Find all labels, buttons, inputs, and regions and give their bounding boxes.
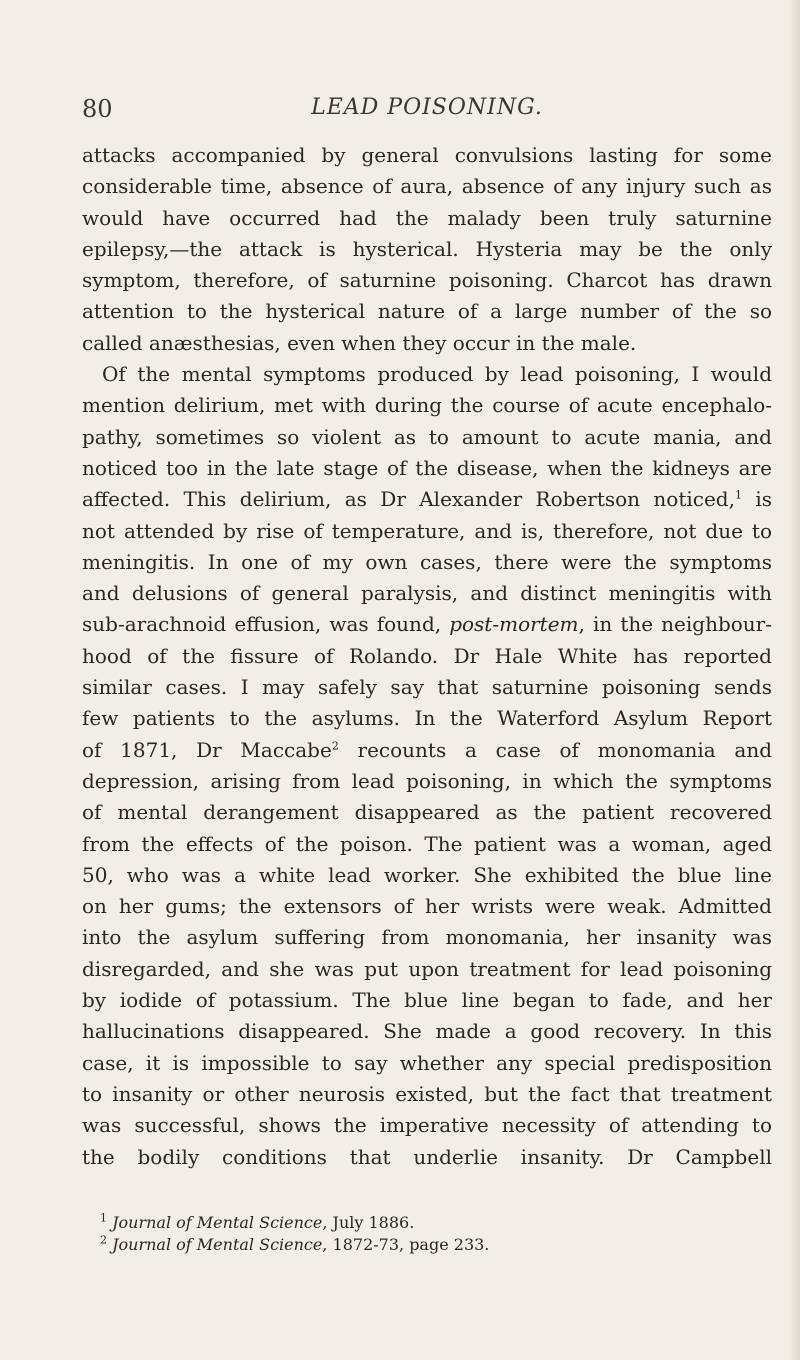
text-line: few patients to the asylums. In the Waterford Asylum Report: [82, 706, 772, 731]
text-line: [82, 484, 772, 515]
text-line: on her gums; the extensors of her wrists were weak. Admitted: [82, 894, 772, 919]
text-line: meningitis. In one of my own cases, there were the symptoms: [82, 549, 772, 574]
text-line: epilepsy,—the attack is hysterical. Hysteria may be the only: [82, 236, 772, 261]
text-line: and delusions of general paralysis, and distinct meningitis with: [82, 581, 772, 606]
text-line: attacks accompanied by general convulsions lasting for some: [82, 143, 772, 167]
footnote-mark: 2: [100, 1233, 107, 1247]
text-line: to insanity or other neurosis existed, but the fact that treatment: [82, 1081, 772, 1106]
paragraph-2: [82, 359, 772, 1173]
footnote-detail: , 1872-73, page 233.: [322, 1235, 490, 1254]
footnotes: [100, 1212, 760, 1256]
text-line: pathy, sometimes so violent as to amount to acute mania, and: [82, 424, 772, 449]
text-line: [82, 609, 772, 640]
paragraph-1: [82, 140, 772, 359]
italic-term: post-mortem: [449, 612, 579, 637]
text-line: depression, arising from lead poisoning, in which the symptoms: [82, 768, 772, 793]
footnote-journal-title: Journal of Mental Science: [112, 1235, 323, 1254]
page-number: 80: [82, 95, 113, 123]
text-line: symptom, therefore, of saturnine poisoning. Charcot has drawn: [82, 268, 772, 293]
footnote-2: [100, 1234, 760, 1256]
text-line: disregarded, and she was put upon treatment for lead poisoning: [82, 956, 772, 981]
text-line: [82, 735, 772, 766]
text-line: mention delirium, met with during the course of acute encephalo-: [82, 393, 772, 418]
text-line: considerable time, absence of aura, absence of any injury such as: [82, 174, 772, 199]
text-segment: , in the neighbour-: [578, 612, 772, 637]
text-line: case, it is impossible to say whether any special predisposition: [82, 1050, 772, 1075]
text-line: 50, who was a white lead worker. She exhibited the blue line: [82, 862, 772, 887]
text-line: hallucinations disappeared. She made a good recovery. In this: [82, 1019, 772, 1044]
text-line: was successful, shows the imperative necessity of attending to: [82, 1113, 772, 1138]
footnote-detail: , July 1886.: [322, 1213, 415, 1232]
text-line: not attended by rise of temperature, and is, therefore, not due to: [82, 518, 772, 543]
footnote-ref-2: 2: [331, 738, 339, 752]
page-edge-shadow: [788, 0, 800, 1360]
text-line: by iodide of potassium. The blue line began to fade, and her: [82, 988, 772, 1013]
text-line: Of the mental symptoms produced by lead poisoning, I would: [102, 362, 772, 387]
footnote-journal-title: Journal of Mental Science: [112, 1213, 323, 1232]
text-line: into the asylum suffering from monomania, her insanity was: [82, 925, 772, 950]
running-head: LEAD POISONING.: [311, 95, 543, 120]
text-line: hood of the fissure of Rolando. Dr Hale White has reported: [82, 643, 772, 668]
text-line: would have occurred had the malady been truly saturnine: [82, 205, 772, 230]
body-text: [82, 140, 772, 1173]
text-line: attention to the hysterical nature of a large number of the so: [82, 299, 772, 324]
text-line: noticed too in the late stage of the disease, when the kidneys are: [82, 455, 772, 480]
text-line: similar cases. I may safely say that saturnine poisoning sends: [82, 675, 772, 700]
text-segment: sub-arachnoid effusion, was found,: [82, 612, 442, 637]
text-line: from the effects of the poison. The patient was a woman, aged: [82, 831, 772, 856]
page-header: [82, 95, 772, 135]
text-segment: affected. This delirium, as Dr Alexander Robertson noticed,: [82, 487, 735, 512]
text-line: of mental derangement disappeared as the patient recovered: [82, 800, 772, 825]
footnote-mark: 1: [100, 1211, 107, 1225]
footnote-1: [100, 1212, 760, 1234]
footnote-ref-1: 1: [734, 488, 742, 502]
text-segment: recounts a case of monomania and: [338, 737, 772, 762]
text-segment: of 1871, Dr Maccabe: [82, 737, 332, 762]
text-segment: is: [741, 487, 772, 512]
text-line: the bodily conditions that underlie insanity. Dr Campbell: [82, 1144, 772, 1169]
text-line: called anæsthesias, even when they occur in the male.: [82, 330, 637, 355]
